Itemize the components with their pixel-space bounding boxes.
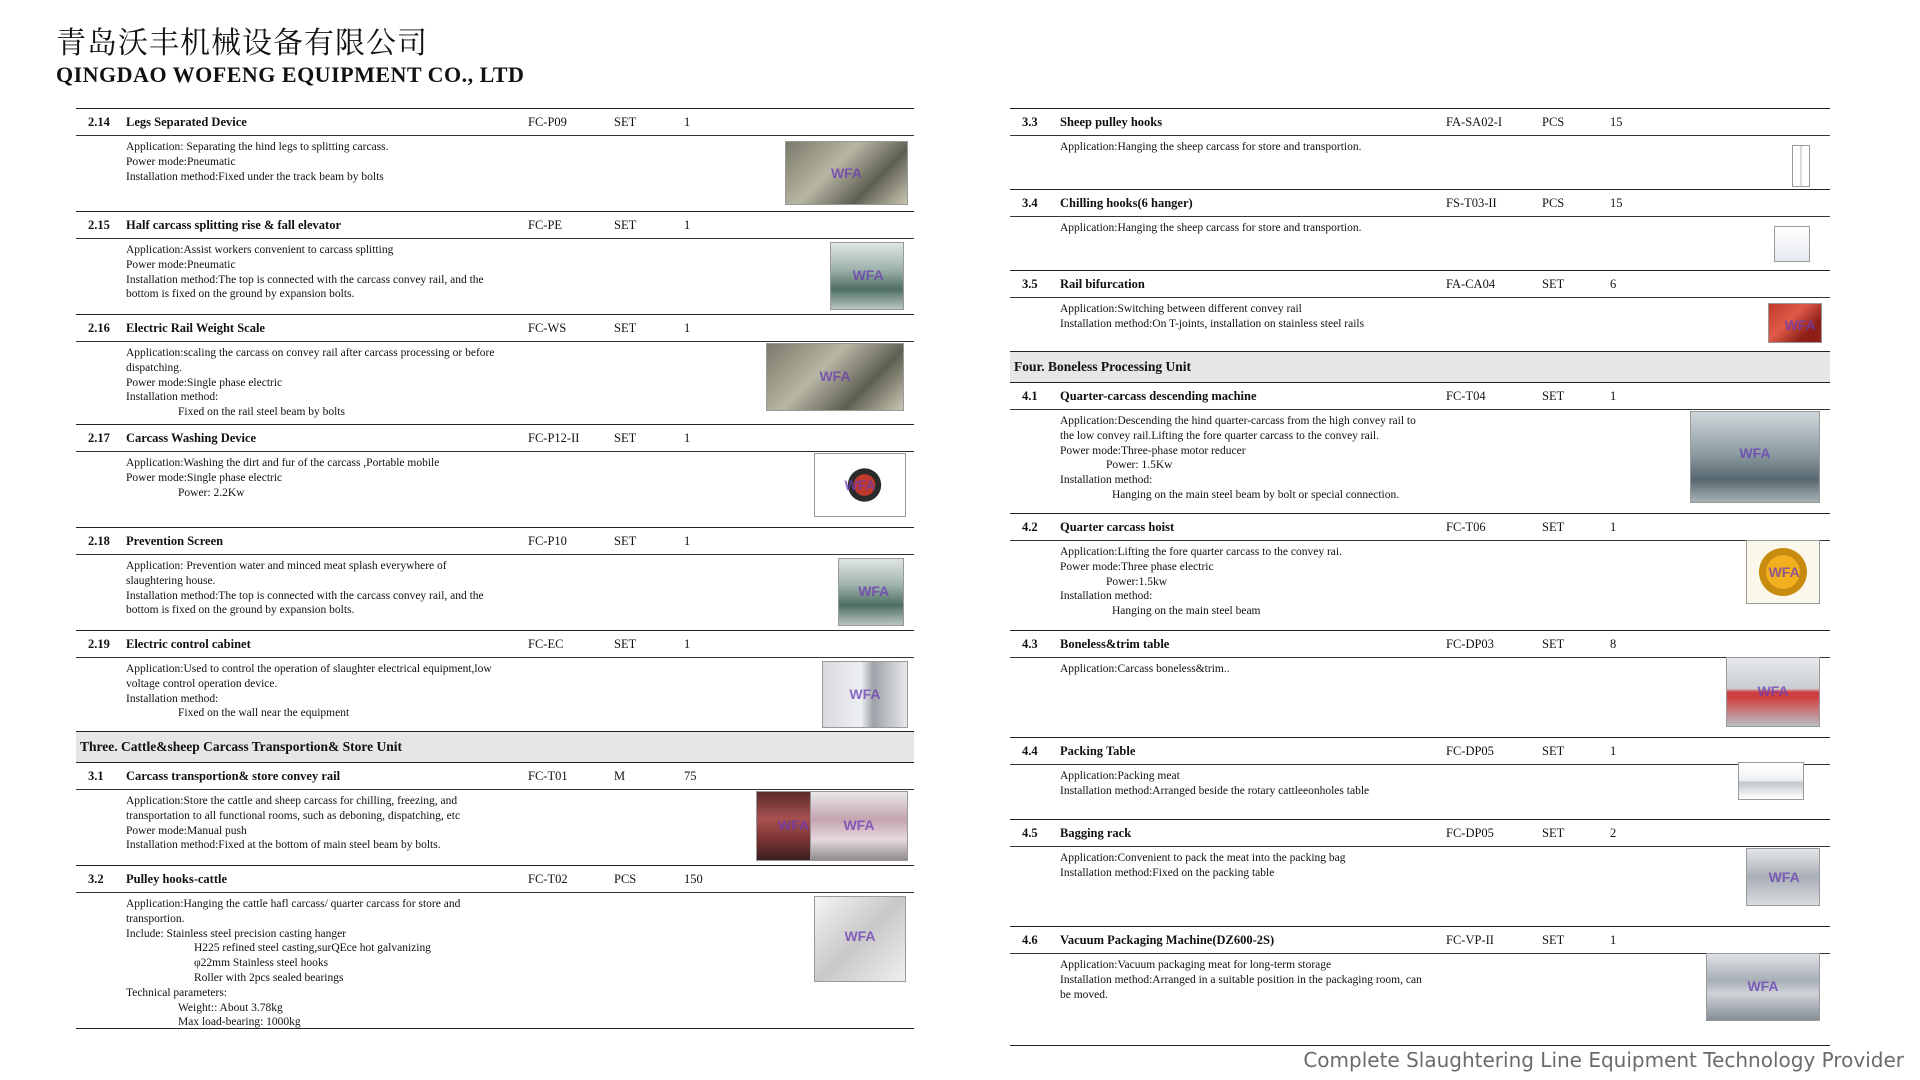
photo-image <box>1739 763 1803 799</box>
item-quantity: 1 <box>684 533 691 548</box>
item-description <box>76 452 914 500</box>
product-photo <box>1774 226 1810 262</box>
wfa-watermark-logo: WFA <box>1757 682 1789 699</box>
item-unit: M <box>614 768 626 783</box>
item-name: Vacuum Packaging Machine(DZ600-2S) <box>1060 932 1275 947</box>
description-line: Application:scaling the carcass on convey rail after carcass processing or before <box>126 347 495 359</box>
item-header-row <box>1010 190 1830 217</box>
item-header-row <box>1010 383 1830 410</box>
item-unit: SET <box>1542 519 1565 534</box>
description-line: dispatching. <box>126 361 182 374</box>
item-description <box>76 658 914 721</box>
equipment-item <box>1010 820 1830 927</box>
equipment-item <box>1010 383 1830 514</box>
item-description <box>1010 217 1830 236</box>
item-number: 4.2 <box>1022 519 1038 534</box>
description-line: Power mode:Three phase electric <box>1060 560 1214 573</box>
item-model: FC-WS <box>528 320 567 335</box>
description-line: Power mode:Manual push <box>126 824 247 837</box>
wfa-watermark-logo: WFA <box>1747 978 1779 995</box>
description-line: Application: Prevention water and minced meat splash everywhere of <box>126 560 447 572</box>
description-line: Application:Switching between different convey rail <box>1060 303 1302 315</box>
wfa-watermark-logo: WFA <box>849 685 881 702</box>
description-line: Application:Packing meat <box>1060 770 1180 782</box>
equipment-item <box>1010 514 1830 631</box>
item-number: 4.3 <box>1022 636 1038 651</box>
equipment-item <box>76 315 914 425</box>
item-number: 3.2 <box>88 871 104 886</box>
item-number: 2.17 <box>88 430 110 445</box>
item-quantity: 15 <box>1610 114 1623 129</box>
description-line: be moved. <box>1060 988 1108 1001</box>
item-description <box>1010 658 1830 677</box>
item-header-row <box>1010 631 1830 658</box>
description-line: Installation method:Arranged in a suitable position in the packaging room, can <box>1060 973 1422 986</box>
item-number: 4.5 <box>1022 825 1038 840</box>
item-name: Carcass Washing Device <box>126 430 257 445</box>
description-line: Power: 2.2Kw <box>178 486 245 499</box>
item-header-row <box>76 528 914 555</box>
item-quantity: 1 <box>684 320 691 335</box>
item-model: FC-DP05 <box>1446 825 1494 840</box>
item-model: FC-VP-II <box>1446 932 1494 947</box>
description-line: φ22mm Stainless steel hooks <box>194 957 329 970</box>
item-model: FC-EC <box>528 636 564 651</box>
description-line: Power mode:Three-phase motor reducer <box>1060 444 1246 457</box>
description-line: Application:Hanging the sheep carcass for store and transportion. <box>1060 222 1362 234</box>
right-column <box>1010 108 1830 1046</box>
wfa-watermark-logo: WFA <box>843 816 875 833</box>
item-name: Chilling hooks(6 hanger) <box>1060 195 1193 210</box>
item-header-row <box>1010 738 1830 765</box>
description-line: Installation method: <box>1060 474 1153 487</box>
description-line: Application:Carcass boneless&trim.. <box>1060 663 1230 675</box>
item-unit: SET <box>614 636 637 651</box>
equipment-item <box>1010 108 1830 190</box>
item-unit: SET <box>614 217 637 232</box>
item-number: 3.3 <box>1022 114 1038 129</box>
footer-tagline: Complete Slaughtering Line Equipment Technology Provider <box>1303 1048 1904 1072</box>
description-line: Include: Stainless steel precision casting hanger <box>126 927 347 940</box>
product-photo <box>1726 657 1820 727</box>
item-quantity: 8 <box>1610 636 1617 651</box>
item-header-row <box>76 315 914 342</box>
item-name: Legs Separated Device <box>126 114 247 129</box>
item-header-row <box>76 763 914 790</box>
product-photo <box>814 896 906 982</box>
item-unit: SET <box>1542 388 1565 403</box>
item-name: Electric control cabinet <box>126 636 251 651</box>
wfa-watermark-logo: WFA <box>1768 869 1800 886</box>
item-number: 2.15 <box>88 217 110 232</box>
product-photo <box>1746 848 1820 906</box>
item-model: FC-DP03 <box>1446 636 1494 651</box>
item-number: 3.4 <box>1022 195 1038 210</box>
item-model: FC-T01 <box>528 768 568 783</box>
description-line: Installation method:On T-joints, installation on stainless steel rails <box>1060 317 1365 330</box>
item-description <box>76 893 914 1030</box>
item-number: 4.4 <box>1022 743 1038 758</box>
item-number: 4.6 <box>1022 932 1038 947</box>
item-header-row <box>1010 514 1830 541</box>
item-name: Prevention Screen <box>126 533 224 548</box>
description-line: Weight:: About 3.78kg <box>178 1001 283 1014</box>
item-name: Sheep pulley hooks <box>1060 114 1163 129</box>
item-unit: PCS <box>614 871 637 886</box>
item-header-row <box>1010 271 1830 298</box>
product-photo <box>822 661 908 728</box>
item-model: FA-CA04 <box>1446 276 1496 291</box>
equipment-item <box>1010 190 1830 271</box>
product-photo <box>810 791 908 861</box>
description-line: Installation method:Fixed under the track beam by bolts <box>126 170 384 183</box>
item-quantity: 1 <box>684 114 691 129</box>
description-line: Power: 1.5Kw <box>1106 459 1173 472</box>
description-line: Installation method: <box>126 391 219 404</box>
company-name-cn: 青岛沃丰机械设备有限公司 <box>56 26 428 61</box>
item-unit: SET <box>614 320 637 335</box>
item-quantity: 1 <box>1610 519 1617 534</box>
item-unit: SET <box>614 430 637 445</box>
item-unit: PCS <box>1542 114 1565 129</box>
description-line: voltage control operation device. <box>126 677 278 690</box>
wfa-watermark-logo: WFA <box>830 164 863 181</box>
item-number: 2.14 <box>88 114 110 129</box>
description-line: Application:Hanging the cattle hafl carcass/ quarter carcass for store and <box>126 898 461 910</box>
item-quantity: 6 <box>1610 276 1617 291</box>
item-unit: PCS <box>1542 195 1565 210</box>
description-line: Installation method:Fixed on the packing table <box>1060 866 1275 879</box>
description-line: Hanging on the main steel beam by bolt or special connection. <box>1112 488 1400 501</box>
item-header-row <box>76 425 914 452</box>
item-model: FC-P12-II <box>528 430 580 445</box>
description-line: Installation method:Fixed at the bottom of main steel beam by bolts. <box>126 839 441 852</box>
item-number: 2.18 <box>88 533 110 548</box>
item-model: FC-T04 <box>1446 388 1486 403</box>
item-description <box>1010 765 1830 799</box>
item-name: Pulley hooks-cattle <box>126 871 228 886</box>
company-header <box>56 26 524 88</box>
item-quantity: 1 <box>684 636 691 651</box>
description-line: Fixed on the rail steel beam by bolts <box>178 406 346 419</box>
product-photo <box>1690 411 1820 503</box>
section-heading: Four. Boneless Processing Unit <box>1010 352 1830 383</box>
item-model: FC-P09 <box>528 114 567 129</box>
product-photo <box>1768 303 1822 343</box>
item-name: Bagging rack <box>1060 825 1132 840</box>
equipment-item <box>76 425 914 528</box>
item-unit: SET <box>1542 636 1565 651</box>
description-line: Application:Vacuum packaging meat for long-term storage <box>1060 959 1332 971</box>
photo-image <box>1793 146 1809 186</box>
item-quantity: 1 <box>1610 388 1617 403</box>
product-photo <box>1706 953 1820 1021</box>
item-unit: SET <box>1542 743 1565 758</box>
item-name: Carcass transportion& store convey rail <box>126 768 341 783</box>
description-line: Installation method:The top is connected with the carcass convey rail, and the <box>126 273 484 286</box>
description-line: Installation method:Arranged beside the rotary cattleeonholes table <box>1060 784 1370 797</box>
item-model: FC-T06 <box>1446 519 1486 534</box>
item-description <box>76 239 914 302</box>
description-line: transportation to all functional rooms, such as deboning, dispatching, etc <box>126 809 461 822</box>
product-photo <box>814 453 906 517</box>
item-description <box>76 555 914 618</box>
description-line: Installation method: <box>1060 590 1153 603</box>
item-quantity: 15 <box>1610 195 1623 210</box>
description-line: Application:Lifting the fore quarter carcass to the convey rai. <box>1060 546 1342 558</box>
item-name: Quarter carcass hoist <box>1060 519 1175 534</box>
item-model: FC-T02 <box>528 871 568 886</box>
item-model: FS-T03-II <box>1446 195 1497 210</box>
product-photo <box>766 343 904 411</box>
equipment-item <box>76 763 914 866</box>
product-photo <box>838 558 904 626</box>
description-line: Application:Used to control the operation of slaughter electrical equipment,low <box>126 663 492 675</box>
description-line: the low convey rail.Lifting the fore quarter carcass to the convey rail. <box>1060 429 1379 442</box>
product-photo <box>1746 540 1820 604</box>
item-unit: SET <box>1542 276 1565 291</box>
wfa-watermark-logo: WFA <box>844 927 876 944</box>
item-unit: SET <box>1542 825 1565 840</box>
description-line: Application: Separating the hind legs to splitting carcass. <box>126 141 389 153</box>
wfa-watermark-logo: WFA <box>852 267 884 284</box>
item-name: Quarter-carcass descending machine <box>1060 388 1257 403</box>
item-header-row <box>76 109 914 136</box>
product-photo <box>785 141 908 205</box>
item-name: Rail bifurcation <box>1060 276 1145 291</box>
description-line: slaughtering house. <box>126 574 216 587</box>
item-unit: SET <box>614 114 637 129</box>
equipment-item <box>1010 738 1830 820</box>
item-number: 2.16 <box>88 320 110 335</box>
item-header-row <box>1010 927 1830 954</box>
equipment-item <box>1010 927 1830 1046</box>
item-header-row <box>76 212 914 239</box>
item-header-row <box>1010 109 1830 136</box>
description-line: Power mode:Pneumatic <box>126 155 236 168</box>
item-name: Boneless&trim table <box>1060 636 1170 651</box>
item-quantity: 1 <box>1610 932 1617 947</box>
description-line: bottom is fixed on the ground by expansion bolts. <box>126 288 355 301</box>
item-quantity: 2 <box>1610 825 1617 840</box>
item-quantity: 1 <box>1610 743 1617 758</box>
item-name: Packing Table <box>1060 743 1136 758</box>
item-quantity: 1 <box>684 430 691 445</box>
item-header-row <box>76 866 914 893</box>
product-photo <box>1792 145 1810 187</box>
item-unit: SET <box>1542 932 1565 947</box>
item-number: 3.5 <box>1022 276 1038 291</box>
description-line: bottom is fixed on the ground by expansion bolts. <box>126 604 355 617</box>
description-line: Power mode:Single phase electric <box>126 471 283 484</box>
item-name: Electric Rail Weight Scale <box>126 320 265 335</box>
description-line: Hanging on the main steel beam <box>1112 605 1261 618</box>
item-number: 3.1 <box>88 768 104 783</box>
item-description <box>1010 298 1830 332</box>
item-model: FC-DP05 <box>1446 743 1494 758</box>
equipment-item <box>76 631 914 732</box>
equipment-item <box>76 528 914 631</box>
product-photo <box>1738 762 1804 800</box>
item-model: FC-PE <box>528 217 563 232</box>
photo-image <box>1775 227 1809 261</box>
equipment-item <box>76 212 914 315</box>
description-line: Max load-bearing: 1000kg <box>178 1016 301 1029</box>
description-line: Application:Hanging the sheep carcass for store and transportion. <box>1060 141 1362 153</box>
description-line: H225 refined steel casting,surQEce hot galvanizing <box>194 942 431 955</box>
equipment-item <box>76 866 914 1029</box>
company-name-en: QINGDAO WOFENG EQUIPMENT CO., LTD <box>56 62 525 87</box>
description-line: Power mode:Single phase electric <box>126 376 283 389</box>
wfa-watermark-logo: WFA <box>819 368 851 385</box>
equipment-item <box>1010 631 1830 738</box>
wfa-watermark-logo: WFA <box>1784 317 1816 334</box>
item-description <box>1010 541 1830 619</box>
item-quantity: 150 <box>684 871 703 886</box>
product-photo <box>830 242 904 310</box>
description-line: Application:Assist workers convenient to carcass splitting <box>126 244 394 256</box>
description-line: Application:Descending the hind quarter-carcass from the high convey rail to <box>1060 415 1416 427</box>
equipment-item <box>76 108 914 212</box>
wfa-watermark-logo: WFA <box>858 583 890 600</box>
left-column <box>76 108 914 1029</box>
description-line: Installation method: <box>126 692 219 705</box>
item-model: FC-P10 <box>528 533 567 548</box>
description-line: Installation method:The top is connected with the carcass convey rail, and the <box>126 589 484 602</box>
item-number: 2.19 <box>88 636 110 651</box>
item-description <box>1010 847 1830 881</box>
description-line: Application:Store the cattle and sheep carcass for chilling, freezing, and <box>126 795 458 807</box>
section-heading: Three. Cattle&sheep Carcass Transportion& Store Unit <box>76 732 914 763</box>
description-line: Technical parameters: <box>126 986 228 999</box>
wfa-watermark-logo: WFA <box>778 816 810 833</box>
wfa-watermark-logo: WFA <box>1739 445 1771 462</box>
description-line: Roller with 2pcs sealed bearings <box>194 971 344 984</box>
item-description <box>1010 136 1830 155</box>
description-line: Application:Washing the dirt and fur of the carcass ,Portable mobile <box>126 457 440 469</box>
description-line: Power mode:Pneumatic <box>126 258 236 271</box>
description-line: transportion. <box>126 912 185 925</box>
wfa-watermark-logo: WFA <box>844 476 876 493</box>
description-line: Power:1.5kw <box>1106 575 1168 588</box>
description-line: Application:Convenient to pack the meat into the packing bag <box>1060 852 1346 864</box>
item-quantity: 1 <box>684 217 691 232</box>
item-unit: SET <box>614 533 637 548</box>
item-number: 4.1 <box>1022 388 1038 403</box>
item-model: FA-SA02-I <box>1446 114 1503 129</box>
item-name: Half carcass splitting rise & fall elevator <box>126 217 342 232</box>
item-quantity: 75 <box>684 768 697 783</box>
item-header-row <box>76 631 914 658</box>
wfa-watermark-logo: WFA <box>1768 563 1800 580</box>
equipment-item <box>1010 271 1830 352</box>
description-line: Fixed on the wall near the equipment <box>178 707 350 720</box>
item-header-row <box>1010 820 1830 847</box>
